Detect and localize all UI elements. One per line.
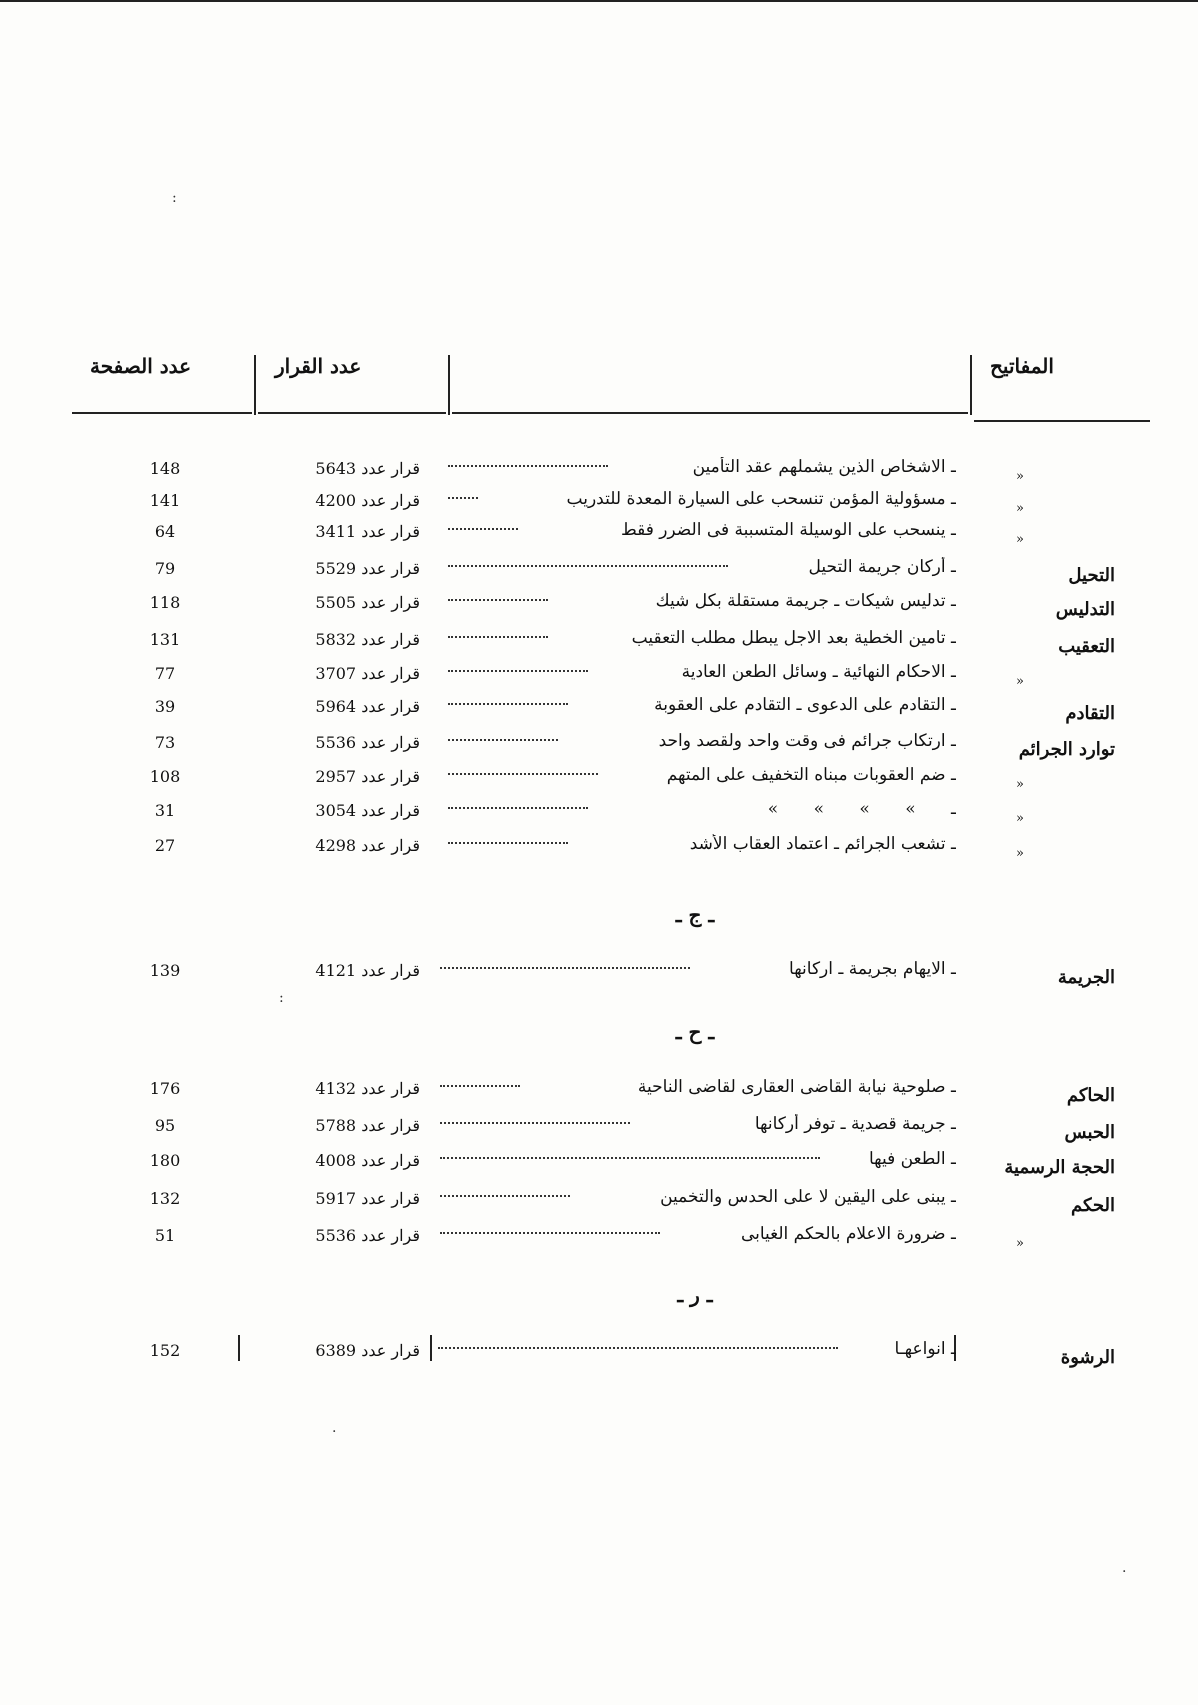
- table-row: [0, 832, 1198, 864]
- page-number: 39: [154, 697, 176, 716]
- row-description: ـ التقادم على الدعوى ـ التقادم على العقوبة: [654, 695, 956, 715]
- decision-number: قرار عدد 5964: [315, 697, 420, 716]
- page-number: 73: [154, 733, 176, 752]
- row-description: ـ تامين الخطية بعد الاجل يبطل مطلب التعقيب: [631, 628, 956, 648]
- keyword: الحبس: [1064, 1122, 1115, 1143]
- row-description: ـ صلوحية نيابة القاضى العقارى لقاضى الناحية: [637, 1077, 956, 1097]
- scan-speck: .: [1122, 1560, 1127, 1576]
- page-number: 108: [149, 767, 181, 786]
- row-description: ـ ارتكاب جرائم فى وقت واحد ولقصد واحد: [658, 731, 956, 751]
- row-description: ـ يبنى على اليقين لا على الحدس والتخمين: [660, 1187, 956, 1207]
- decision-number: قرار عدد 3411: [315, 522, 420, 541]
- table-row: [0, 1112, 1198, 1144]
- decision-number: قرار عدد 5505: [315, 593, 420, 612]
- decision-number: قرار عدد 3707: [315, 664, 420, 683]
- decision-number: قرار عدد 5643: [315, 459, 420, 478]
- section-letter-ra: ـ ر ـ: [677, 1283, 713, 1307]
- ditto-mark: »: [1016, 777, 1024, 792]
- column-divider-1: [254, 355, 256, 415]
- page-number: 95: [154, 1116, 176, 1135]
- keyword: الجريمة: [1057, 967, 1115, 988]
- row-description: ـ » » » »: [767, 799, 956, 819]
- page-number: 118: [149, 593, 181, 612]
- column-divider-2: [448, 355, 450, 415]
- section-letter-jim: ـ ج ـ: [675, 903, 715, 927]
- row-description: ـ الطعن فيها: [868, 1149, 956, 1169]
- page-number: 139: [149, 961, 181, 980]
- ditto-mark: »: [1016, 846, 1024, 861]
- keyword: الرشوة: [1060, 1347, 1115, 1368]
- decision-number: قرار عدد 5917: [315, 1189, 420, 1208]
- table-row: [0, 729, 1198, 761]
- scan-speck: .: [332, 1420, 337, 1436]
- table-row: [0, 518, 1198, 550]
- table-row: [0, 1337, 1198, 1369]
- decision-number: قرار عدد 6389: [315, 1341, 420, 1360]
- table-row: [0, 797, 1198, 829]
- page-number: 132: [149, 1189, 181, 1208]
- page-number: 64: [154, 522, 176, 541]
- decision-number: قرار عدد 4121: [315, 961, 420, 980]
- keyword: توارد الجرائم: [1018, 739, 1115, 760]
- ditto-mark: »: [1016, 469, 1024, 484]
- header-underline-decision: [258, 412, 446, 414]
- scan-speck: :: [279, 990, 284, 1006]
- table-row: [0, 763, 1198, 795]
- row-description: ـ انواعهـا: [894, 1339, 956, 1359]
- table-row: [0, 1222, 1198, 1254]
- page-number: 51: [154, 1226, 176, 1245]
- decision-number: قرار عدد 2957: [315, 767, 420, 786]
- table-row: [0, 660, 1198, 692]
- keyword: الحكم: [1070, 1195, 1115, 1216]
- page-number: 27: [154, 836, 176, 855]
- decision-number: قرار عدد 5788: [315, 1116, 420, 1135]
- page-number: 79: [154, 559, 176, 578]
- row-description: ـ الايهام بجريمة ـ اركانها: [789, 959, 956, 979]
- table-row: [0, 589, 1198, 621]
- page-number: 148: [149, 459, 181, 478]
- page-number: 141: [149, 491, 181, 510]
- header-keys: المفاتيح: [990, 354, 1054, 378]
- ditto-mark: »: [1016, 674, 1024, 689]
- row-description: ـ مسؤولية المؤمن تنسحب على السيارة المعدة للتدريب: [566, 489, 956, 509]
- scan-speck: :: [172, 190, 177, 206]
- page-number: 176: [149, 1079, 181, 1098]
- table-row: [0, 957, 1198, 989]
- header-underline-keys: [974, 420, 1150, 422]
- decision-number: قرار عدد 4200: [315, 491, 420, 510]
- table-row: [0, 1147, 1198, 1179]
- keyword: الحجة الرسمية: [1004, 1157, 1115, 1178]
- page-number: 131: [149, 630, 181, 649]
- decision-number: قرار عدد 4132: [315, 1079, 420, 1098]
- ditto-mark: »: [1016, 532, 1024, 547]
- table-row: [0, 626, 1198, 658]
- table-row: [0, 1075, 1198, 1107]
- decision-number: قرار عدد 3054: [315, 801, 420, 820]
- dot-leader: [448, 807, 588, 809]
- row-description: ـ الاشخاص الذين يشملهم عقد التأمين: [692, 457, 956, 477]
- row-description: ـ تشعب الجرائم ـ اعتماد العقاب الأشد: [689, 834, 956, 854]
- ditto-mark: »: [1016, 1236, 1024, 1251]
- keyword: التدليس: [1055, 599, 1115, 620]
- top-border-line: [0, 0, 1198, 2]
- section-letter-ha: ـ ح ـ: [675, 1020, 715, 1044]
- page-number: 77: [154, 664, 176, 683]
- header-decision-number: عدد القرار: [275, 354, 362, 378]
- keyword: الحاكم: [1066, 1085, 1115, 1106]
- keyword: التعقيب: [1058, 636, 1115, 657]
- decision-number: قرار عدد 4008: [315, 1151, 420, 1170]
- row-description: ـ الاحكام النهائية ـ وسائل الطعن العادية: [681, 662, 956, 682]
- page-number: 31: [154, 801, 176, 820]
- table-row: [0, 455, 1198, 487]
- row-description: ـ جريمة قصدية ـ توفر أركانها: [754, 1114, 956, 1134]
- header-page-number: عدد الصفحة: [90, 354, 192, 378]
- table-row: [0, 1185, 1198, 1217]
- row-description: ـ ينسحب على الوسيلة المتسببة فى الضرر فقط: [620, 520, 956, 540]
- decision-number: قرار عدد 5529: [315, 559, 420, 578]
- page-number: 152: [149, 1341, 181, 1360]
- column-divider-3: [970, 355, 972, 415]
- decision-number: قرار عدد 4298: [315, 836, 420, 855]
- table-row: [0, 555, 1198, 587]
- table-row: [0, 487, 1198, 519]
- decision-number: قرار عدد 5536: [315, 733, 420, 752]
- ditto-mark: »: [1016, 501, 1024, 516]
- row-description: ـ ضرورة الاعلام بالحكم الغيابى: [740, 1224, 956, 1244]
- row-description: ـ ضم العقوبات مبناه التخفيف على المتهم: [666, 765, 956, 785]
- decision-number: قرار عدد 5536: [315, 1226, 420, 1245]
- ditto-mark: »: [1016, 811, 1024, 826]
- row-description: ـ تدليس شيكات ـ جريمة مستقلة بكل شيك: [655, 591, 956, 611]
- table-row: [0, 693, 1198, 725]
- decision-number: قرار عدد 5832: [315, 630, 420, 649]
- header-underline-page: [72, 412, 252, 414]
- keyword: التقادم: [1065, 703, 1115, 724]
- header-underline-text: [452, 412, 968, 414]
- row-description: ـ أركان جريمة التحيل: [808, 557, 956, 577]
- keyword: التحيل: [1068, 565, 1115, 586]
- page-number: 180: [149, 1151, 181, 1170]
